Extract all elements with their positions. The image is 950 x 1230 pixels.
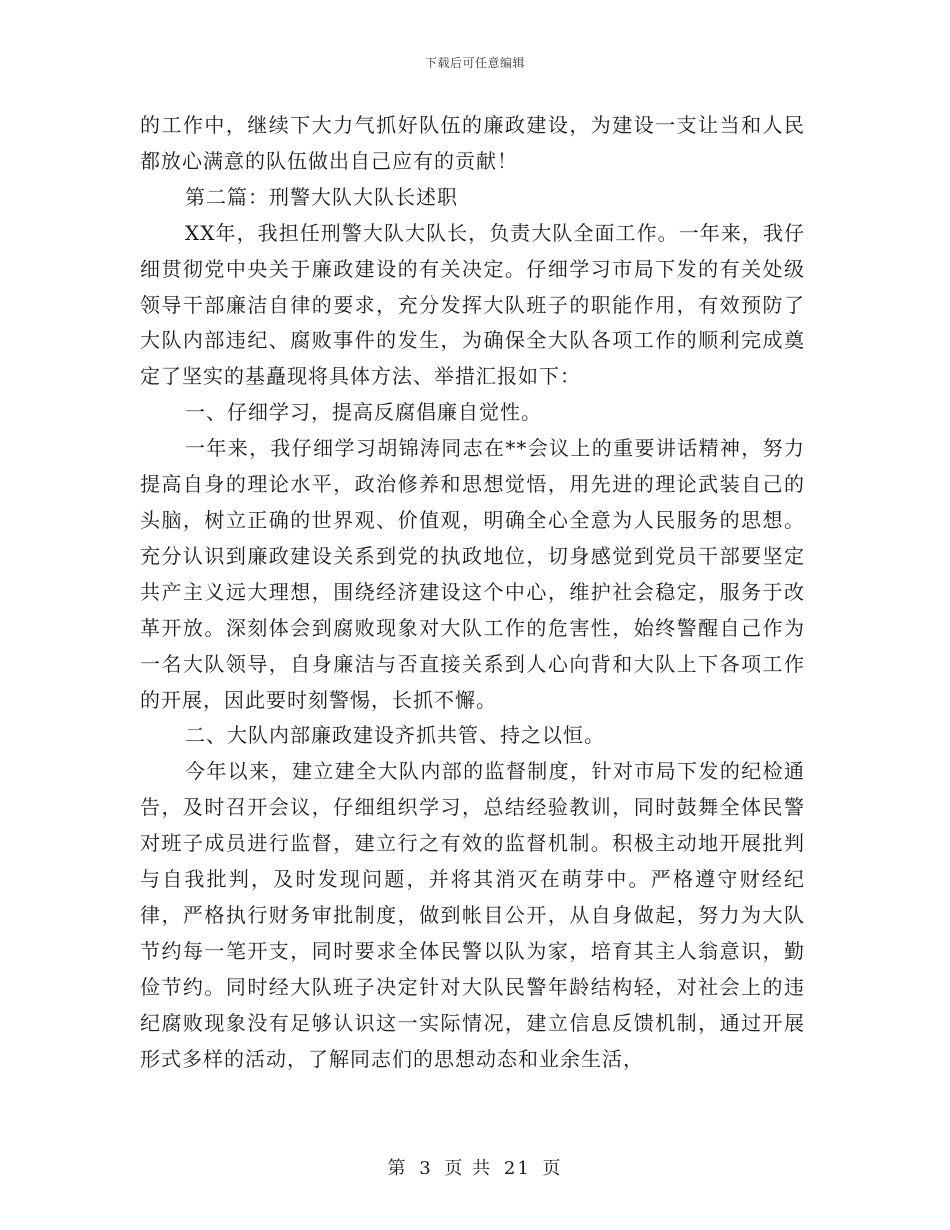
- paragraph-intro: XX年，我担任刑警大队大队长，负责大队全面工作。一年来，我仔细贯彻党中央关于廉政建设的有关决定。仔细学习市局下发的有关处级领导干部廉洁自律的要求，充分发挥大队班子的职能作用，有效预防了大队内部违纪、腐败事件的发生，为确保全大队各项工作的顺利完成奠定了坚实的基矗现将具体方法、举措汇报如下：: [140, 220, 805, 389]
- heading-one: 一、仔细学习，提高反腐倡廉自觉性。: [185, 400, 542, 425]
- footer-suffix: 页: [542, 1158, 563, 1179]
- paragraph-continuation: 的工作中，继续下大力气抓好队伍的廉政建设，为建设一支让当和人民都放心满意的队伍做出自己应有的贡献！: [140, 113, 805, 173]
- page-footer: [0, 1154, 950, 1180]
- footer-mid: 页 共: [444, 1158, 493, 1179]
- paragraph-supervision: 今年以来，建立建全大队内部的监督制度，针对市局下发的纪检通告，及时召开会议，仔细组织学习，总结经验教训，同时鼓舞全体民警对班子成员进行监督，建立行之有效的监督机制。积极主动地开展批判与自我批判，及时发现问题，并将其消灭在萌芽中。严格遵守财经纪律，严格执行财务审批制度，做到帐目公开，从自身做起，努力为大队节约每一笔开支，同时要求全体民警以队为家，培育其主人翁意识，勤俭节约。同时经大队班子决定针对大队民警年龄结构轻，对社会上的违纪腐败现象没有足够认识这一实际情况，建立信息反馈机制，通过开展形式多样的活动，了解同志们的思想动态和业余生活，: [140, 759, 805, 1071]
- section-title: 第二篇：刑警大队大队长述职: [185, 184, 458, 209]
- paragraph-study: 一年来，我仔细学习胡锦涛同志在**会议上的重要讲话精神，努力提高自身的理论水平，政治修养和思想觉悟，用先进的理论武装自己的头脑，树立正确的世界观、价值观，明确全心全意为人民服务的思想。充分认识到廉政建设关系到党的执政地位，切身感觉到党员干部要坚定共产主义远大理想，围绕经济建设这个中心，维护社会稳定，服务于改革开放。深刻体会到腐败现象对大队工作的危害性，始终警醒自己作为一名大队领导，自身廉洁与否直接关系到人心向背和大队上下各项工作的开展，因此要时刻警惕，长抓不懈。: [140, 436, 805, 712]
- total-pages: 21: [503, 1158, 531, 1179]
- page-header: 下载后可任意编辑: [424, 56, 525, 70]
- footer-prefix: 第: [387, 1158, 408, 1179]
- page-number: 3: [419, 1158, 433, 1179]
- heading-two: 二、大队内部廉政建设齐抓共管、持之以恒。: [185, 723, 605, 748]
- document-body: [140, 108, 805, 1077]
